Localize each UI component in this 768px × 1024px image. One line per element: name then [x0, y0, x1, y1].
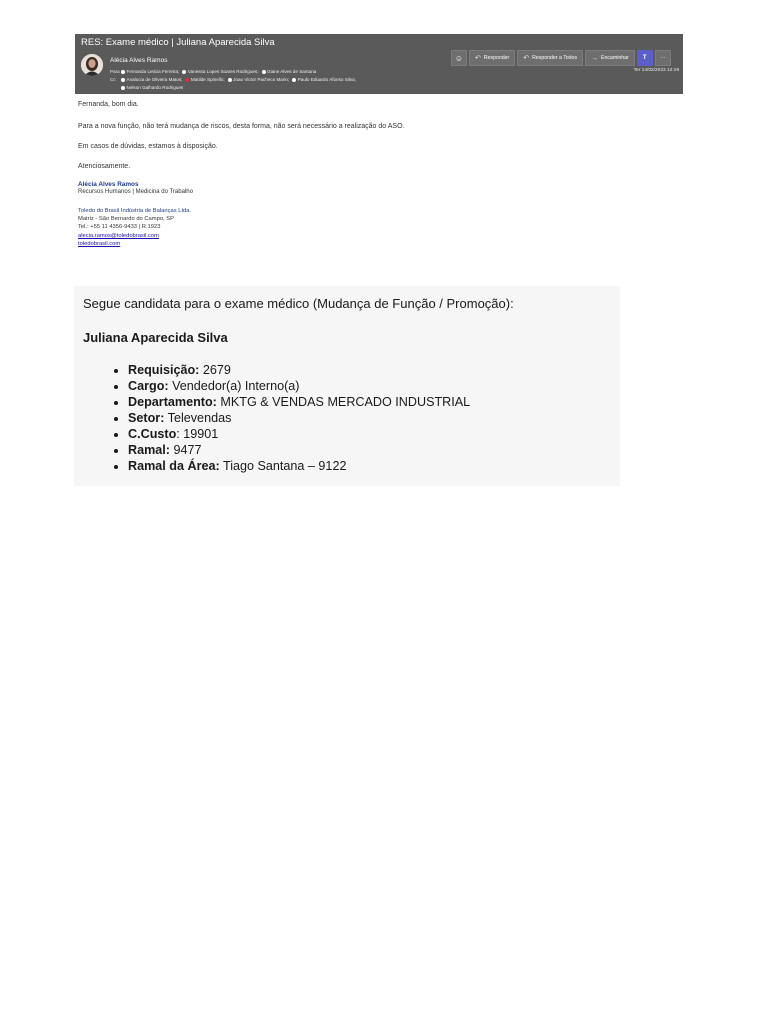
body-paragraph: Em casos de dúvidas, estamos à disposição.	[78, 143, 218, 150]
signature-phone: Tel.: +55 11 4356-9433 | R.1923	[78, 224, 161, 230]
cc-recipients-continued	[121, 85, 186, 90]
emoji-reaction-button[interactable]	[451, 50, 467, 66]
forward-arrow-icon: →	[591, 54, 599, 62]
sent-date: Ter 14/02/2023 12:19	[633, 68, 679, 73]
smiley-icon: ☺	[454, 53, 464, 63]
cc-recipient[interactable]: Nelson Galhardo Rodrigues	[121, 85, 183, 90]
teams-button[interactable]	[637, 50, 653, 66]
body-paragraph: Para a nova função, não terá mudança de riscos, desta forma, não será necessário a realização do ASO.	[78, 123, 405, 130]
reply-button[interactable]: ↶ Responder	[469, 50, 515, 66]
presence-icon	[121, 78, 125, 82]
signature-address: Matriz - São Bernardo do Campo, SP	[78, 216, 175, 222]
presence-icon	[262, 70, 266, 74]
ellipsis-icon: ···	[660, 55, 666, 61]
closing-text: Atenciosamente.	[78, 163, 131, 170]
list-item: • Setor: Televendas	[128, 410, 470, 426]
sender-name[interactable]: Alécia Alves Ramos	[110, 57, 168, 64]
sender-avatar[interactable]	[81, 54, 103, 76]
email-header	[75, 34, 683, 94]
list-item: • Departamento: MKTG & VENDAS MERCADO INDUSTRIAL	[128, 394, 470, 410]
to-recipients	[110, 69, 319, 74]
cc-recipients	[110, 77, 359, 82]
presence-icon	[182, 70, 186, 74]
email-subject: RES: Exame médico | Juliana Aparecida Silva	[81, 37, 275, 48]
to-recipient[interactable]: Giane Alves de Santana	[262, 69, 317, 74]
to-recipient[interactable]: Vanessa Lopes Soares Rodrigues;	[182, 69, 258, 74]
teams-icon: T	[642, 55, 647, 61]
list-item: • Cargo: Vendedor(a) Interno(a)	[128, 378, 470, 394]
signature-name: Alécia Alves Ramos	[78, 181, 139, 188]
avatar-photo-icon	[81, 54, 103, 76]
to-label: Para	[110, 69, 120, 74]
candidate-name: Juliana Aparecida Silva	[83, 330, 228, 345]
signature-website-link[interactable]: toledobrasil.com	[78, 241, 121, 247]
to-recipient[interactable]: Fernanda Leticia Ferreira;	[121, 69, 179, 74]
cc-recipient[interactable]: Paulo Eduardo Afonso Silva;	[292, 77, 356, 82]
list-item: • Ramal da Área: Tiago Santana – 9122	[128, 458, 470, 474]
presence-icon	[228, 78, 232, 82]
forward-button[interactable]: → Encaminhar	[585, 50, 635, 66]
reply-all-arrow-icon: ↶	[523, 55, 530, 62]
signature-company: Toledo do Brasil Indústria de Balanças Ltda.	[78, 208, 192, 214]
busy-presence-icon	[185, 78, 189, 82]
list-item: • Ramal: 9477	[128, 442, 470, 458]
list-item: • Requisição: 2679	[128, 362, 470, 378]
presence-icon	[121, 70, 125, 74]
embedded-intro: Segue candidata para o exame médico (Mudança de Função / Promoção):	[83, 296, 514, 311]
greeting-text: Fernanda, bom dia.	[78, 101, 139, 108]
candidate-details-list	[106, 362, 470, 474]
presence-icon	[121, 86, 125, 90]
embedded-message-image	[74, 286, 620, 486]
presence-icon	[292, 78, 296, 82]
message-toolbar	[451, 50, 671, 65]
signature-role: Recursos Humanos | Medicina do Trabalho	[78, 189, 193, 195]
reply-all-button[interactable]: ↶ Responder a Todos	[517, 50, 583, 66]
cc-recipient[interactable]: Joao Victor Pacheco Marin;	[228, 77, 290, 82]
cc-label: Cc	[110, 77, 116, 82]
signature-email-link[interactable]: alecia.ramos@toledobrasil.com	[78, 233, 159, 239]
cc-recipient[interactable]: Matilde Spinello;	[185, 77, 224, 82]
reply-arrow-icon: ↶	[475, 55, 481, 62]
more-options-button[interactable]	[655, 50, 671, 66]
cc-recipient[interactable]: Analucia de Oliveira Matos;	[121, 77, 182, 82]
list-item: • C.Custo: 19901	[128, 426, 470, 442]
